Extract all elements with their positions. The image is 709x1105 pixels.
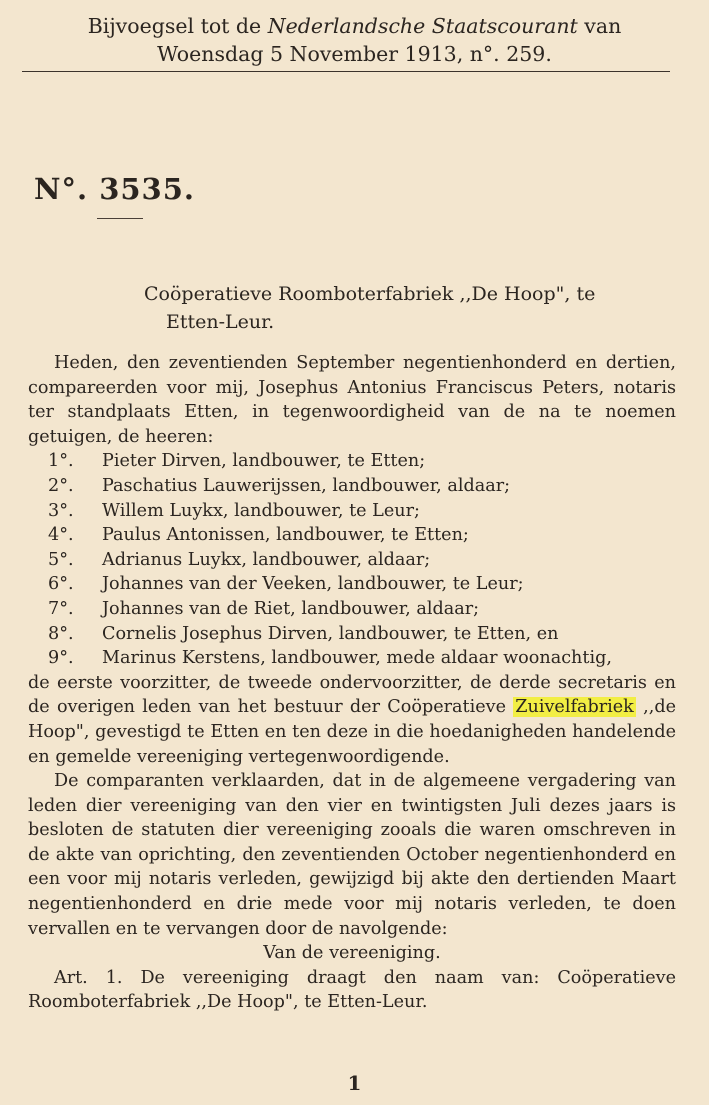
list-text: Paschatius Lauwerijssen, landbouwer, aldaar; bbox=[102, 475, 511, 496]
number-divider bbox=[97, 218, 143, 219]
list-number: 6°. bbox=[48, 574, 74, 595]
list-item bbox=[28, 523, 676, 548]
announcement-number: N°. 3535. bbox=[34, 172, 196, 206]
list-number: 7°. bbox=[48, 598, 74, 619]
list-item bbox=[28, 646, 676, 671]
list-number: 9°. bbox=[48, 648, 74, 669]
list-item bbox=[28, 622, 676, 647]
header-line-1 bbox=[0, 12, 709, 40]
list-item bbox=[28, 499, 676, 524]
members-list bbox=[28, 449, 676, 670]
declaration-paragraph: De comparanten verklaarden, dat in de algemeene vergadering van leden dier vereeniging van den vier en twintigsten Juli dezes jaars is besloten de statuten dier vereeniging zooals die waren omschreven in de akte van oprichting, den zeventienden October negentienhonderd en een voor mij notaris verleden, gewijzigd bij akte den dertienden Maart negentienhonderd en drie mede voor mij notaris verleden, te doen vervallen en te vervangen door de navolgende: bbox=[28, 771, 676, 939]
header-divider bbox=[22, 71, 670, 72]
list-number: 4°. bbox=[48, 525, 74, 546]
list-text: Adrianus Luykx, landbouwer, aldaar; bbox=[102, 549, 431, 570]
title-line-1: Coöperatieve Roomboterfabriek ,,De Hoop", te bbox=[144, 283, 596, 305]
list-text: Johannes van de Riet, landbouwer, aldaar; bbox=[102, 598, 480, 619]
page-number: 1 bbox=[347, 1071, 362, 1095]
list-text: Johannes van der Veeken, landbouwer, te Leur; bbox=[102, 574, 524, 595]
list-text: Marinus Kerstens, landbouwer, mede aldaar woonachtig, bbox=[102, 648, 612, 669]
list-text: Pieter Dirven, landbouwer, te Etten; bbox=[102, 451, 426, 472]
gazette-header bbox=[0, 12, 709, 68]
list-item bbox=[28, 474, 676, 499]
header-text: Bijvoegsel tot de bbox=[87, 14, 268, 38]
list-text: Willem Luykx, landbouwer, te Leur; bbox=[102, 500, 420, 521]
title-line-2: Etten-Leur. bbox=[166, 311, 275, 333]
list-number: 5°. bbox=[48, 549, 74, 570]
roles-paragraph bbox=[28, 671, 676, 769]
list-number: 2°. bbox=[48, 475, 74, 496]
list-item bbox=[28, 449, 676, 474]
list-text: Cornelis Josephus Dirven, landbouwer, te Etten, en bbox=[102, 623, 559, 644]
list-item bbox=[28, 597, 676, 622]
list-text: Paulus Antonissen, landbouwer, te Etten; bbox=[102, 525, 469, 546]
highlighted-term: Zuivelfabriek bbox=[515, 697, 634, 718]
gazette-title: Nederlandsche Staatscourant bbox=[267, 14, 578, 38]
roles-text: ,,de Hoop", gevestigd te Etten en ten deze in die hoedanigheden handelende en gemelde vereeniging vertegenwoordigende. bbox=[28, 697, 677, 767]
intro-paragraph: Heden, den zeventienden September negentienhonderd en dertien, compareerden voor mij, Josephus Antonius Franciscus Peters, notaris ter standplaats Etten, in tegenwoordigheid van de na te noemen getuigen, de heeren: bbox=[28, 353, 676, 447]
list-item bbox=[28, 548, 676, 573]
list-number: 3°. bbox=[48, 500, 74, 521]
list-number: 8°. bbox=[48, 623, 74, 644]
list-number: 1°. bbox=[48, 451, 74, 472]
header-line-2: Woensdag 5 November 1913, n°. 259. bbox=[157, 42, 552, 66]
section-heading: Van de vereeniging. bbox=[263, 943, 441, 964]
header-text: van bbox=[577, 14, 622, 38]
list-item bbox=[28, 572, 676, 597]
article-1-paragraph: Art. 1. De vereeniging draagt den naam van: Coöperatieve Roomboterfabriek ,,De Hoop", te Etten-Leur. bbox=[28, 967, 676, 1013]
roles-text: de eerste voorzitter, de tweede ondervoorzitter, de derde secretaris en de overigen leden van het bestuur der Coöperatieve bbox=[28, 672, 676, 718]
deed-body bbox=[28, 351, 676, 1015]
